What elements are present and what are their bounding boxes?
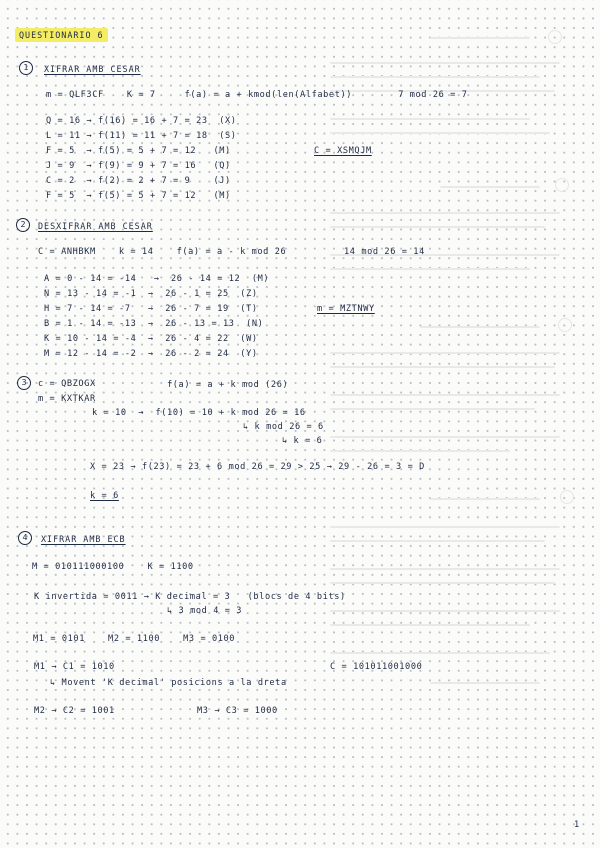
- calc-row: M3 → C3 = 1000: [197, 706, 278, 716]
- calc-sub: ↳ 3 mod 4 = 3: [167, 606, 243, 616]
- calc-row: X = 23 → f(23) = 23 + 6 mod 26 = 29 > 25 → 29 - 26 = 3 = D: [90, 462, 425, 472]
- calc-row: M1 → C1 = 1010: [34, 662, 115, 672]
- calc-sub: ↳ k mod 26 = 6: [243, 422, 324, 432]
- page-title: QUESTIONARIO 6: [15, 28, 108, 42]
- given-line: m = KXTKAR: [38, 394, 96, 404]
- calc-row: F = 5 → f(5) = 5 + 7 = 12 (M): [46, 146, 231, 156]
- section-number: 2: [16, 218, 30, 232]
- page-number: 1: [574, 820, 580, 830]
- calc-row: M = 12 - 14 = -2 → 26 - 2 = 24 (Y): [44, 349, 258, 359]
- calc-row: B = 1 - 14 = -13 → 26 - 13 = 13 (N): [44, 319, 264, 329]
- calc-row: H = 7 - 14 = -7 → 26 - 7 = 19 (T): [44, 304, 258, 314]
- calc-row: Q = 16 → f(16) = 16 + 7 = 23 (X): [46, 116, 237, 126]
- calc-row: K invertida = 0011 → K decimal = 3 (blocs de 4 bits): [34, 592, 346, 602]
- formula: f(a) = a + k mod (26): [167, 380, 289, 390]
- section-heading: XIFRAR AMB CESAR: [44, 64, 141, 74]
- calc-note: ↳ Movent 'K decimal' posicions a la dreta: [50, 678, 287, 688]
- section-heading: DESXIFRAR AMB CESAR: [38, 221, 153, 231]
- result: C = XSMQJM: [314, 146, 372, 156]
- calc-row: L = 11 → f(11) = 11 + 7 = 18 (S): [46, 131, 237, 141]
- calc-row: J = 9 → f(9) = 9 + 7 = 16 (Q): [46, 161, 231, 171]
- calc-row: k = 10 → f(10) = 10 + k mod 26 = 16: [92, 408, 306, 418]
- result: k = 6: [90, 491, 119, 501]
- section-number: 3: [17, 376, 31, 390]
- result: C = 101011001000: [330, 662, 423, 672]
- calc-row: F = 5 → f(5) = 5 + 7 = 12 (M): [46, 191, 231, 201]
- calc-row: M2 → C2 = 1001: [34, 706, 115, 716]
- calc-row: A = 0 - 14 = -14 → 26 - 14 = 12 (M): [44, 274, 270, 284]
- given-line: C = ANHBKM k = 14 f(a) = a - k mod 26 14 mod 26 = 14: [38, 247, 425, 257]
- section-number: 4: [18, 531, 32, 545]
- given-line: m = QLF3CF K = 7 f(a) = a + kmod(len(Alfabet)) 7 mod 26 = 7: [46, 90, 468, 100]
- calc-row: M1 = 0101 M2 = 1100 M3 = 0100: [33, 634, 236, 644]
- section-heading: XIFRAR AMB ECB: [41, 534, 126, 544]
- given-line: M = 010111000100 K = 1100: [32, 562, 194, 572]
- given-line: c = QBZOGX: [38, 379, 96, 389]
- result: m = MZTNWY: [317, 304, 375, 314]
- calc-row: N = 13 - 14 = -1 → 26 - 1 = 25 (Z): [44, 289, 258, 299]
- calc-sub: ↳ k = 6: [282, 436, 323, 446]
- calc-row: C = 2 → f(2) = 2 + 7 = 9 (J): [46, 176, 231, 186]
- calc-row: K = 10 - 14 = -4 → 26 - 4 = 22 (W): [44, 334, 258, 344]
- section-number: 1: [19, 61, 33, 75]
